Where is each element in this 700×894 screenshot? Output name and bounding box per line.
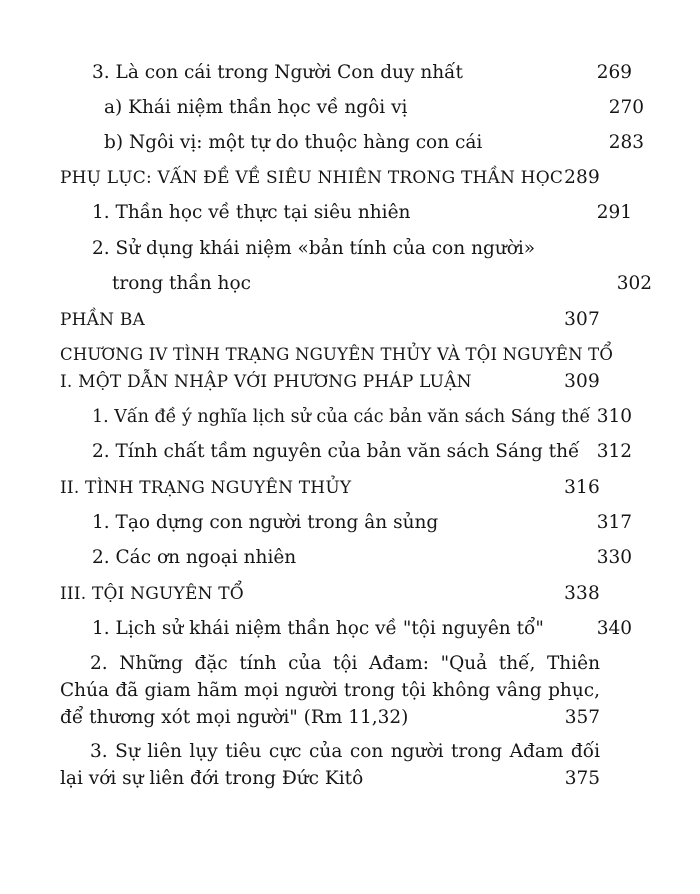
toc-entry-page: 375: [564, 768, 600, 789]
toc-entry-title: III. TỘI NGUYÊN TỔ: [60, 584, 244, 604]
toc-entry-title: 1. Vấn đề ý nghĩa lịch sử của các bản văn sách Sáng thế: [92, 407, 591, 427]
toc-entry-title: 2. Những đặc tính của tội Ađam: "Quả thế, Thiên Chúa đã giam hãm mọi người trong tội không vâng phục, để thương xót mọi người" (Rm 11,32): [60, 653, 600, 728]
toc-entry-title: 3. Là con cái trong Người Con duy nhất: [92, 62, 463, 83]
toc-entry-page: 340: [596, 618, 632, 639]
toc-entry-page: 307: [564, 309, 600, 330]
toc-entry-page: 283: [608, 132, 644, 153]
toc-entry: [60, 371, 600, 393]
toc-entry-title: 3. Sự liên lụy tiêu cực của con người trong Ađam đối lại với sự liên đới trong Đức Kitô: [60, 741, 600, 789]
toc-entry: [60, 202, 632, 224]
toc-entry: [60, 309, 600, 331]
toc-entry-title: CHƯƠNG IV TÌNH TRẠNG NGUYÊN THỦY VÀ TỘI NGUYÊN TỔ: [60, 345, 614, 364]
toc-entry: [60, 441, 632, 463]
toc-entry-page: 269: [596, 62, 632, 83]
toc-entry-title: a) Khái niệm thần học về ngôi vị: [104, 97, 408, 118]
toc-entry-title: 2. Sử dụng khái niệm «bản tính của con người»: [92, 238, 536, 259]
toc-entry-multiline: [60, 738, 600, 792]
toc-entry: [60, 62, 632, 84]
toc-entry-title: I. MỘT DẪN NHẬP VỚI PHƯƠNG PHÁP LUẬN: [60, 372, 472, 392]
toc-entry-title: 2. Tính chất tầm nguyên của bản văn sách Sáng thế: [92, 441, 580, 462]
toc-entry-page: 270: [608, 97, 644, 118]
toc-entry-page: 312: [596, 441, 632, 462]
toc-entry: [60, 132, 644, 154]
toc-entry-page: 316: [564, 477, 600, 498]
toc-entry: [60, 477, 600, 499]
toc-entry: [60, 167, 600, 189]
toc-entry-title: PHẦN BA: [60, 310, 145, 330]
toc-entry: [60, 273, 652, 295]
toc-entry: [60, 547, 632, 569]
toc-entry: [60, 344, 614, 366]
toc-entry-page: 330: [596, 547, 632, 568]
toc-entry-title: II. TÌNH TRẠNG NGUYÊN THỦY: [60, 478, 352, 498]
toc-entry-multiline: [60, 650, 600, 731]
toc-entry-page: 317: [596, 512, 632, 533]
toc-entry-title: 1. Tạo dựng con người trong ân sủng: [92, 512, 439, 533]
toc-entry: [60, 618, 632, 640]
toc-entry-title: b) Ngôi vị: một tự do thuộc hàng con cái: [104, 132, 483, 153]
toc-entry: [60, 238, 632, 260]
toc-entry-title: trong thần học: [112, 273, 251, 294]
toc-entry-page: 357: [564, 707, 600, 728]
toc-entry-title: 1. Lịch sử khái niệm thần học về "tội nguyên tổ": [92, 618, 544, 639]
toc-entry-page: 338: [564, 583, 600, 604]
toc-entry-title: PHỤ LỤC: VẤN ĐỀ VỀ SIÊU NHIÊN TRONG THẦN HỌC: [60, 168, 564, 188]
toc-entry-page: 291: [596, 202, 632, 223]
toc-entry: [60, 97, 644, 119]
toc-entry-page: 289: [564, 167, 600, 188]
toc-entry-title: 1. Thần học về thực tại siêu nhiên: [92, 202, 411, 223]
toc-entry: [60, 512, 632, 534]
toc-entry: [60, 583, 600, 605]
toc-entry-page: 302: [616, 273, 652, 294]
toc-entry: [60, 406, 632, 428]
toc-entry-page: 310: [596, 406, 632, 427]
toc-entry-title: 2. Các ơn ngoại nhiên: [92, 547, 297, 568]
toc-entry-page: 309: [564, 371, 600, 392]
